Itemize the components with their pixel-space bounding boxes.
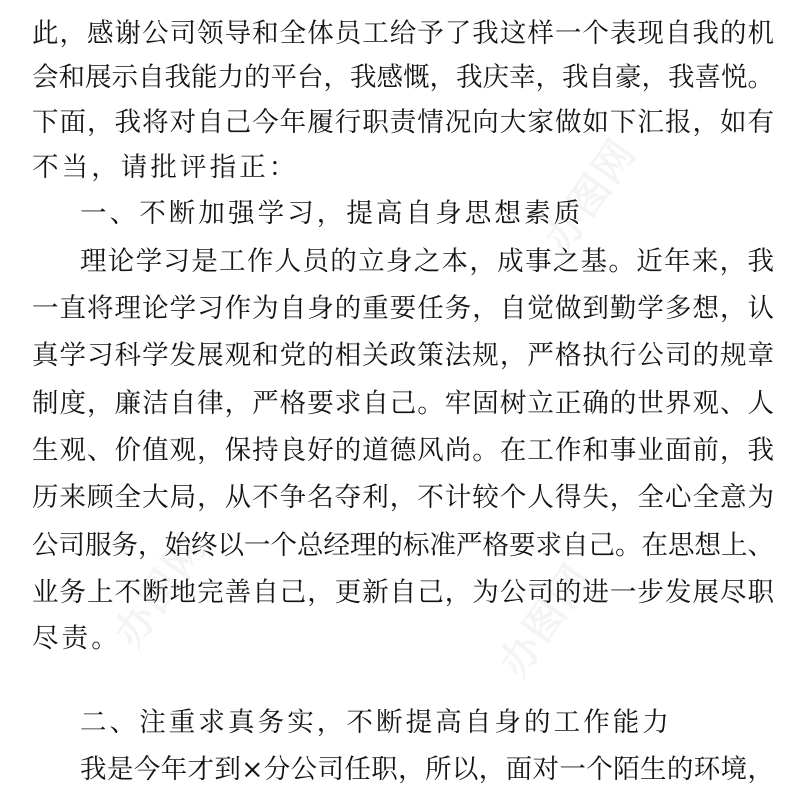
text-line: 真学习科学发展观和党的相关政策法规，严格执行公司的规章 [32,340,774,371]
text-line: 下面，我将对自己今年履行职责情况向大家做如下汇报，如有 [32,107,774,138]
text-line: 理论学习是工作人员的立身之本，成事之基。近年来，我 [80,246,774,277]
text-line: 历来顾全大局，从不争名夺利，不计较个人得失，全心全意为 [32,482,774,513]
text-line: 会和展示自我能力的平台，我感慨，我庆幸，我自豪，我喜悦。 [32,62,774,93]
text-line: 此，感谢公司领导和全体员工给予了我这样一个表现自我的机 [32,18,774,49]
text-line: 一直将理论学习作为自身的重要任务，自觉做到勤学多想，认 [32,293,774,324]
text-line: 生观、价值观，保持良好的道德风尚。在工作和事业面前，我 [32,435,774,466]
watermark: 办图网 [490,555,601,686]
text-line: 尽责。 [32,623,121,654]
text-line: 我是今年才到×分公司任职，所以，面对一个陌生的环境， [80,754,774,785]
text-line: 公司服务，始终以一个总经理的标准严格要求自己。在思想上、 [32,530,774,561]
watermark: 办图网 [105,525,216,656]
section-heading: 一、不断加强学习，提高自身思想素质 [80,198,584,229]
text-line: 业务上不断地完善自己，更新自己，为公司的进一步发展尽职 [32,577,774,608]
section-heading: 二、注重求真务实，不断提高自身的工作能力 [80,707,672,738]
watermark: 办图网 [535,130,646,261]
text-line: 制度，廉洁自律，严格要求自己。牢固树立正确的世界观、人 [32,388,774,419]
text-line: 不当，请批评指正： [32,152,299,183]
